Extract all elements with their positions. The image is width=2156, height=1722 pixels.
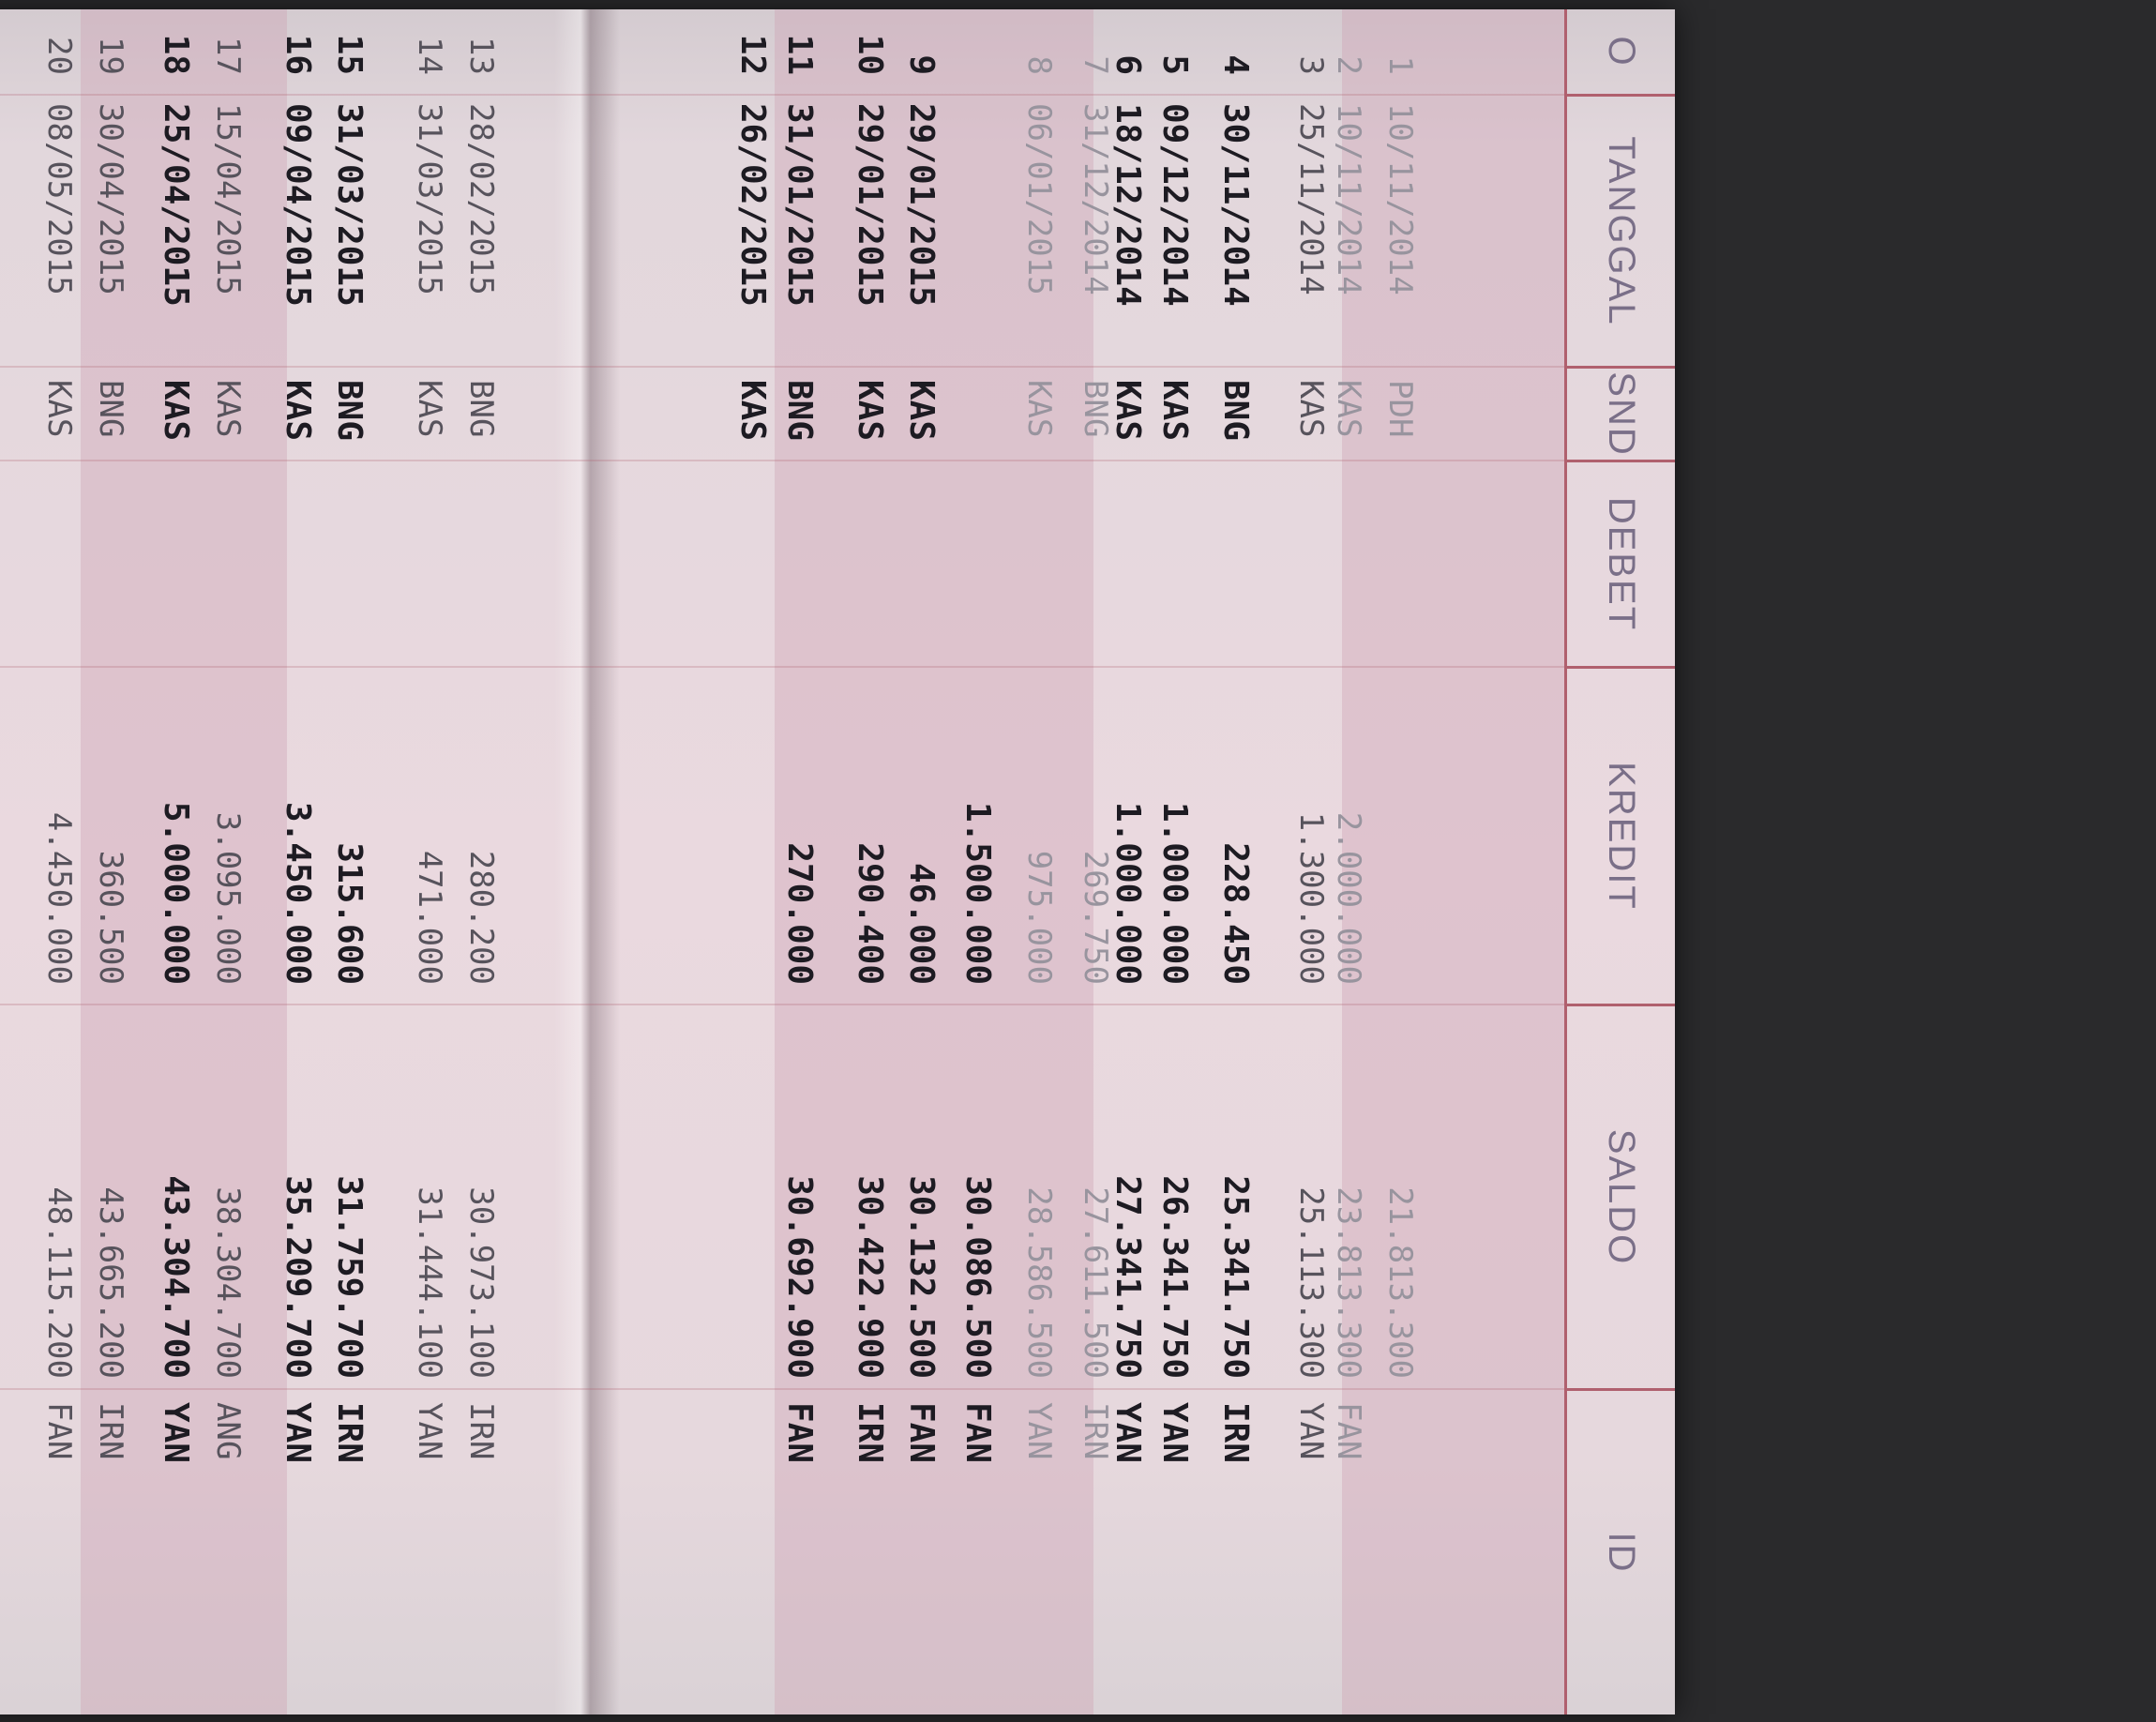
- row-kredit: 2.000.000: [1330, 811, 1367, 985]
- row-snd: BNG: [780, 380, 819, 442]
- row-saldo: 25.341.750: [1216, 1175, 1255, 1379]
- table-row: [1015, 9, 1065, 1714]
- row-kredit: 3.095.000: [209, 811, 247, 985]
- row-id: YAN: [1108, 1402, 1147, 1464]
- row-saldo: 30.973.100: [462, 1186, 500, 1379]
- row-snd: KAS: [40, 380, 78, 438]
- row-id: FAN: [1330, 1402, 1367, 1460]
- table-row: [0, 9, 6, 1714]
- row-date: 18/12/2014: [1108, 103, 1147, 307]
- row-snd: BNG: [1216, 380, 1255, 442]
- row-number: 16: [279, 34, 317, 75]
- row-saldo: 27.611.500: [1077, 1186, 1114, 1379]
- row-number: 2: [1330, 55, 1367, 75]
- row-date: 30/11/2014: [1216, 103, 1255, 307]
- row-number: 11: [780, 34, 819, 75]
- row-snd: KAS: [902, 380, 941, 442]
- table-row: [1071, 9, 1122, 1714]
- row-snd: BNG: [92, 380, 129, 438]
- row-id: FAN: [958, 1402, 997, 1464]
- row-saldo: 43.665.200: [92, 1186, 129, 1379]
- table-row: [954, 9, 1004, 1714]
- row-date: 10/11/2014: [1330, 103, 1367, 295]
- row-kredit: 280.200: [462, 850, 500, 985]
- header-tanggal: TANGGAL: [1567, 94, 1675, 366]
- row-snd: KAS: [209, 380, 247, 438]
- row-snd: KAS: [157, 380, 195, 442]
- row-id: YAN: [1292, 1402, 1330, 1460]
- table-row: [1151, 9, 1201, 1714]
- row-date: 31/03/2015: [330, 103, 369, 307]
- row-snd: KAS: [1155, 380, 1194, 442]
- row-date: 09/12/2014: [1155, 103, 1194, 307]
- row-kredit: 269.750: [1077, 850, 1114, 985]
- row-snd: KAS: [411, 380, 448, 438]
- ledger-sheet: [0, 9, 1675, 1714]
- row-number: 19: [92, 37, 129, 75]
- row-kredit: 471.000: [411, 850, 448, 985]
- header-no: O: [1567, 9, 1675, 94]
- row-saldo: 35.209.700: [279, 1175, 317, 1379]
- row-kredit: 1.000.000: [1155, 801, 1194, 985]
- row-number: 10: [851, 34, 889, 75]
- row-date: 31/12/2014: [1077, 103, 1114, 295]
- row-date: 06/01/2015: [1020, 103, 1058, 295]
- row-number: 9: [902, 54, 941, 75]
- table-row: [776, 9, 826, 1714]
- table-row: [325, 9, 376, 1714]
- row-kredit: 360.500: [92, 850, 129, 985]
- row-date: 10/11/2014: [1381, 103, 1419, 295]
- row-id: YAN: [1020, 1402, 1058, 1460]
- table-row: [35, 9, 85, 1714]
- row-date: 31/01/2015: [780, 103, 819, 307]
- row-id: FAN: [780, 1402, 819, 1464]
- row-date: 28/02/2015: [462, 103, 500, 295]
- row-saldo: 43.304.700: [157, 1175, 195, 1379]
- header-snd: SND: [1567, 366, 1675, 460]
- row-kredit: 1.000.000: [1108, 801, 1147, 985]
- page-fold: [554, 9, 620, 1714]
- row-date: 26/02/2015: [733, 103, 772, 307]
- row-snd: KAS: [1292, 380, 1330, 438]
- row-number: 7: [1077, 55, 1114, 75]
- row-date: 25/04/2015: [157, 103, 195, 307]
- row-kredit: 270.000: [780, 842, 819, 985]
- row-date: 30/04/2015: [92, 103, 129, 295]
- row-snd: BNG: [1077, 380, 1114, 438]
- row-saldo: 25.113.300: [1292, 1186, 1330, 1379]
- row-saldo: 26.341.750: [1155, 1175, 1194, 1379]
- row-kredit: 46.000: [902, 862, 941, 985]
- row-kredit: 228.450: [1216, 842, 1255, 985]
- row-number: 4: [1216, 54, 1255, 75]
- row-kredit: 5.000.000: [157, 801, 195, 985]
- row-number: 14: [411, 37, 448, 75]
- table-row: [86, 9, 137, 1714]
- table-row: [1212, 9, 1262, 1714]
- row-id: YAN: [157, 1402, 195, 1464]
- row-id: IRN: [330, 1402, 369, 1464]
- row-snd: BNG: [462, 380, 500, 438]
- row-date: 25/11/2014: [1292, 103, 1330, 295]
- table-row: [204, 9, 254, 1714]
- table-row: [152, 9, 203, 1714]
- table-row: [274, 9, 324, 1714]
- row-kredit: 975.000: [1020, 850, 1058, 985]
- row-id: IRN: [851, 1402, 889, 1464]
- row-saldo: 48.115.200: [40, 1186, 78, 1379]
- header-id: ID: [1567, 1388, 1675, 1714]
- row-date: 31/03/2015: [411, 103, 448, 295]
- row-number: 12: [733, 34, 772, 75]
- row-number: 18: [157, 34, 195, 75]
- row-snd: KAS: [279, 380, 317, 442]
- row-number: 13: [462, 37, 500, 75]
- row-saldo: 27.341.750: [1108, 1175, 1147, 1379]
- row-id: IRN: [92, 1402, 129, 1460]
- row-snd: PDH: [1381, 380, 1419, 438]
- row-snd: KAS: [1330, 380, 1367, 438]
- row-id: FAN: [40, 1402, 78, 1460]
- row-kredit: 290.400: [851, 842, 889, 985]
- row-kredit: 4.450.000: [40, 811, 78, 985]
- row-id: YAN: [279, 1402, 317, 1464]
- row-snd: BNG: [330, 380, 369, 442]
- table-row: [405, 9, 456, 1714]
- table-row: [457, 9, 507, 1714]
- row-snd: KAS: [1108, 380, 1147, 442]
- row-number: 20: [40, 37, 78, 75]
- row-id: IRN: [1216, 1402, 1255, 1464]
- row-snd: KAS: [851, 380, 889, 442]
- row-saldo: 30.422.900: [851, 1175, 889, 1379]
- row-kredit: 1.300.000: [1292, 811, 1330, 985]
- row-id: YAN: [1155, 1402, 1194, 1464]
- row-number: 3: [1292, 55, 1330, 75]
- row-saldo: 21.813.300: [1381, 1186, 1419, 1379]
- row-saldo: 23.813.300: [1330, 1186, 1367, 1379]
- row-id: IRN: [462, 1402, 500, 1460]
- row-id: FAN: [902, 1402, 941, 1464]
- row-number: 8: [1020, 55, 1058, 75]
- header-saldo: SALDO: [1567, 1004, 1675, 1388]
- table-row: [846, 9, 897, 1714]
- row-date: 29/01/2015: [902, 103, 941, 307]
- row-number: 5: [1155, 54, 1194, 75]
- row-date: 29/01/2015: [851, 103, 889, 307]
- table-row: [1376, 9, 1426, 1714]
- row-kredit: 315.600: [330, 842, 369, 985]
- table-row: [897, 9, 948, 1714]
- table-header: [1564, 9, 1675, 1714]
- row-number: 15: [330, 34, 369, 75]
- row-number: 6: [1108, 54, 1147, 75]
- row-saldo: 28.586.500: [1020, 1186, 1058, 1379]
- row-kredit: 1.500.000: [958, 801, 997, 985]
- row-saldo: 30.132.500: [902, 1175, 941, 1379]
- row-saldo: 31.444.100: [411, 1186, 448, 1379]
- table-row: [729, 9, 779, 1714]
- row-saldo: 30.692.900: [780, 1175, 819, 1379]
- row-kredit: 3.450.000: [279, 801, 317, 985]
- row-date: 08/05/2015: [40, 103, 78, 295]
- row-id: YAN: [411, 1402, 448, 1460]
- row-saldo: 30.086.500: [958, 1175, 997, 1379]
- row-id: ANG: [209, 1402, 247, 1460]
- row-id: IRN: [1077, 1402, 1114, 1460]
- header-kredit: KREDIT: [1567, 666, 1675, 1004]
- table-row: [1287, 9, 1337, 1714]
- row-snd: KAS: [1020, 380, 1058, 438]
- row-date: 09/04/2015: [279, 103, 317, 307]
- row-saldo: 38.304.700: [209, 1186, 247, 1379]
- row-snd: KAS: [733, 380, 772, 442]
- row-date: 15/04/2015: [209, 103, 247, 295]
- row-number: 17: [209, 37, 247, 75]
- header-debet: DEBET: [1567, 460, 1675, 666]
- row-number: 1: [1381, 55, 1419, 75]
- row-saldo: 31.759.700: [330, 1175, 369, 1379]
